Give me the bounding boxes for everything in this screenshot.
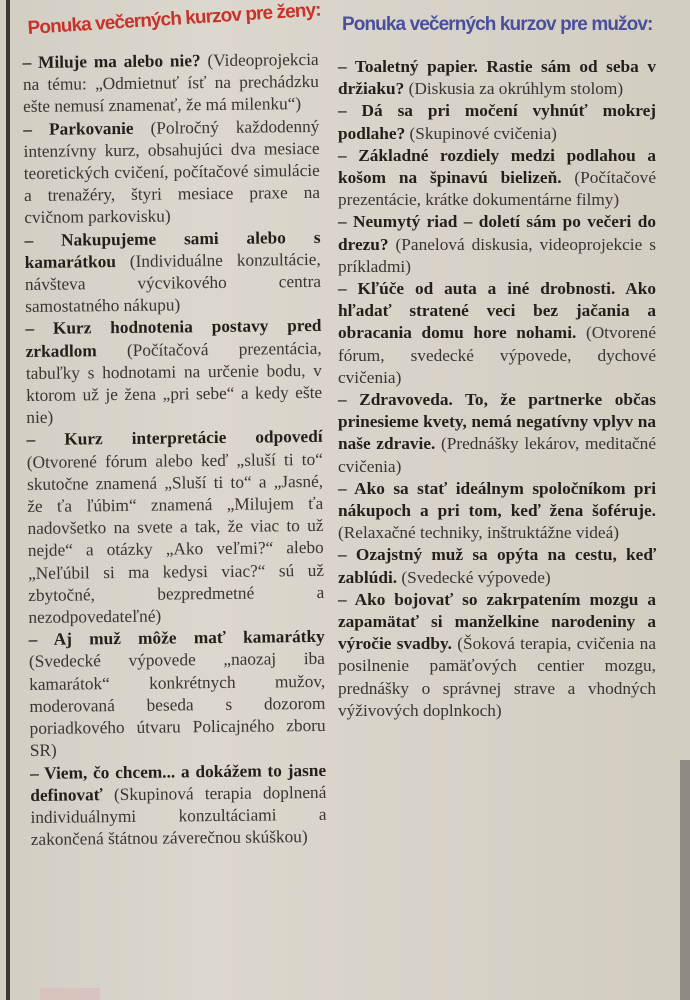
course-title: – Kurz interpretácie odpovedí (26, 427, 323, 450)
course-description: (Otvorené fórum alebo keď „sluší ti to“ skutočne znamená „Sluší ti to“ a „Jasné, že ťa ľúbim“ znamená „Milujem ťa nadovšetko na svete a tak, že viac to už nejde“ a otázky „Ako veľmi?“ alebo „Neľúbil si ma kedysi viac?“ sú už zbytočné, bezpredmetné a nezodpovedateľné) (26, 449, 325, 628)
course-description: (Prednášky lekárov, meditačné cvičenia) (338, 434, 656, 476)
course-title: – Parkovanie (23, 118, 134, 139)
course-title: – Dá sa pri močení vyhnúť mokrej podlahe? (338, 101, 656, 143)
course-description: (Počítačové prezentácie, krátke dokumentárne filmy) (338, 168, 656, 210)
course-description: (Polročný každodenný intenzívny kurz, obsahujúci dva mesiace teoretických cvičení, počítačové simulácie a trenažéry, štyri mesiace praxe na cvičnom parkovisku) (23, 116, 321, 228)
course-description: (Relaxačné techniky, inštruktážne videá) (338, 523, 620, 543)
course-description: (Diskusia za okrúhlym stolom) (404, 79, 624, 99)
men-courses-list (338, 56, 656, 722)
course-description: (Svedecké výpovede „naozaj iba kamarátok“ konkrétnych mužov, moderovaná beseda s dozorom poriadkového útvaru Policajného zboru SR) (28, 649, 326, 761)
course-item (338, 100, 656, 144)
course-title: – Zdravoveda. To, že partnerke občas prinesieme kvety, nemá negatívny vplyv na naše zdravie. (338, 390, 656, 454)
course-item (26, 426, 324, 629)
course-item (23, 116, 320, 230)
women-courses-heading: Ponuka večerných kurzov pre ženy: (27, 0, 322, 39)
course-title: – Kľúče od auta a iné drobnosti. Ako hľadať stratené veci bez jačania a obracania domu hore nohami. (338, 279, 656, 343)
course-item (24, 227, 321, 319)
course-description: (Šoková terapia, cvičenia na posilnenie pamäťových centier mozgu, prednášky o správnej strave a vhodných výživových doplnkoch) (338, 634, 656, 720)
course-description: (Počítačová prezentácia, tabuľky s hodnotami na určenie bodu, v ktorom už je žena „pri sebe“ a kedy ešte nie) (25, 338, 323, 428)
course-item (29, 626, 326, 762)
course-description: (Videoprojekcia na tému: „Odmietnuť ísť na prechádzku ešte nemusí znamenať, že má milenku“) (22, 49, 319, 117)
course-description: (Skupinové cvičenia) (405, 123, 557, 143)
course-item (338, 478, 656, 545)
course-title: – Nakupujeme sami alebo s kamarátkou (24, 227, 321, 272)
course-title: – Viem, čo chcem... a dokážem to jasne definovať (29, 760, 327, 805)
column-rule (6, 0, 10, 1000)
course-description: (Svedecké výpovede) (397, 567, 551, 587)
course-description: (Skupinová terapia doplnená individuálnymi konzultáciami a zakončená štátnou záverečnou skúškou) (30, 782, 327, 850)
next-article-fragment (40, 988, 100, 1000)
course-item (338, 56, 656, 100)
course-item (23, 49, 320, 119)
course-title: – Kurz hodnotenia postavy pred zrkadlom (25, 316, 322, 361)
course-item (338, 278, 656, 389)
course-title: – Toaletný papier. Rastie sám od seba v držiaku? (338, 57, 656, 99)
course-title: – Ozajstný muž sa opýta na cestu, keď zablúdi. (338, 545, 656, 587)
men-courses-heading: Ponuka večerných kurzov pre mužov: (342, 14, 653, 35)
course-title: – Aj muž môže mať kamarátky (28, 627, 325, 650)
course-description: (Individuálne konzultácie, návšteva výcvikového centra samostatného nákupu) (24, 249, 322, 317)
course-item (338, 211, 656, 278)
course-item (338, 145, 656, 212)
course-title: – Ako sa stať ideálnym spoločníkom pri nákupoch a pri tom, keď žena šoféruje. (338, 478, 656, 521)
course-title: – Miluje ma alebo nie? (22, 51, 201, 72)
course-item (338, 544, 656, 588)
course-title: – Základné rozdiely medzi podlahou a košom na špinavú bielizeň. (338, 145, 656, 188)
course-title: – Neumytý riad – doletí sám po večeri do drezu? (338, 212, 656, 254)
course-item (338, 589, 656, 722)
course-title: – Ako bojovať so zakrpatením mozgu a zapamätať si manželkine narodeniny a výročie svadby. (338, 589, 656, 654)
page-edge-shadow (680, 760, 690, 1000)
course-description: (Panelová diskusia, videoprojekcie s príkladmi) (338, 234, 656, 276)
course-item (338, 389, 656, 478)
course-item (25, 315, 322, 429)
course-description: (Otvorené fórum, svedecké výpovede, dychové cvičenia) (338, 323, 656, 387)
course-item (30, 759, 327, 851)
women-courses-list (23, 49, 327, 851)
